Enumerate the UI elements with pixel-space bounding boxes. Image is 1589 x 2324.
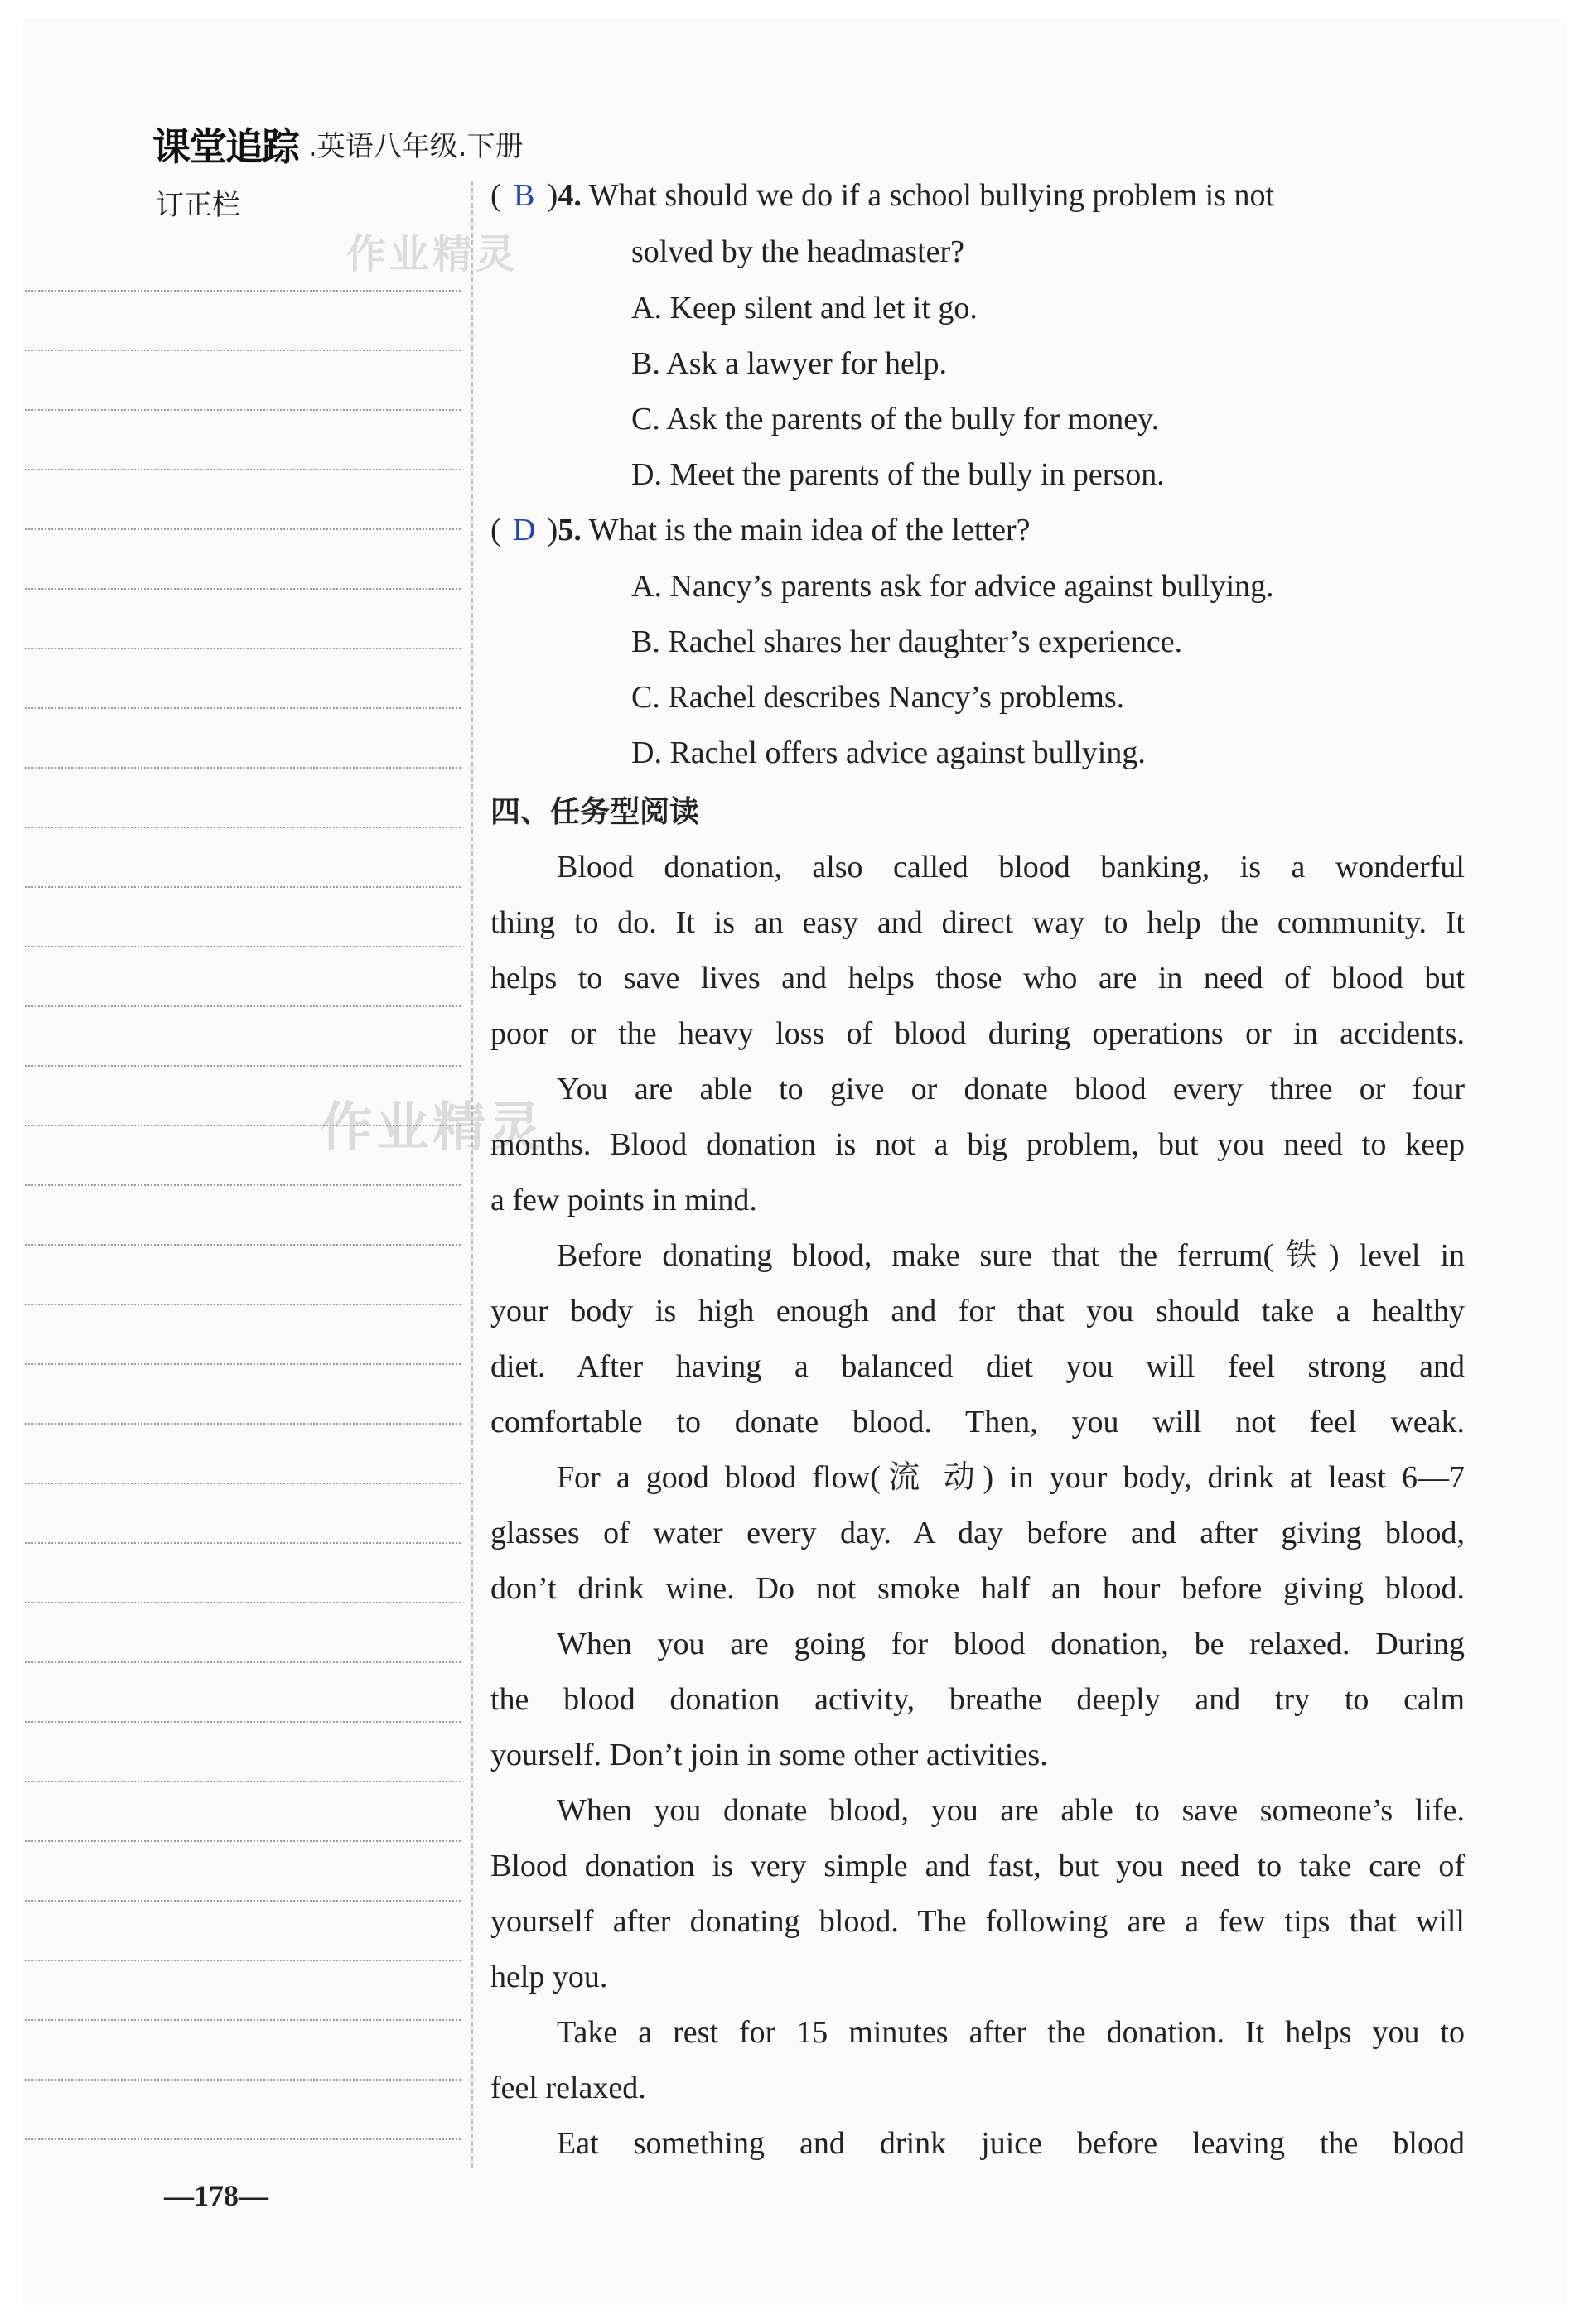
correction-line [25,1423,461,1425]
option-d: D. Rachel offers advice against bullying. [631,735,1146,770]
watermark: 作业精灵 [346,231,519,277]
correction-line [25,827,461,828]
correction-line [25,1363,461,1365]
passage-line: the blood donation activity, breathe deeply and try to calm [490,1682,1465,1717]
correction-line [25,946,461,947]
passage-line: thing to do. It is an easy and direct way to help the community. It [490,905,1465,940]
passage-line: your body is high enough and for that you should take a healthy [490,1294,1465,1328]
passage-line: diet. After having a balanced diet you will feel strong and [490,1349,1465,1384]
answer-blank[interactable]: D [512,513,536,547]
correction-line [25,2019,461,2021]
watermark: 作业精灵 [320,1097,545,1159]
correction-line [25,1304,461,1305]
question-stem-continued: solved by the headmaster? [631,234,965,269]
passage-line: You are able to give or donate blood every three or four [557,1072,1465,1107]
page-number: —178— [164,2179,268,2212]
passage-line: glasses of water every day. A day before and after giving blood, [490,1516,1465,1550]
correction-line [25,767,461,769]
passage-line: yourself after donating blood. The following are a few tips that will [490,1904,1465,1939]
correction-line [25,1960,461,1961]
correction-column-label: 订正栏 [156,189,240,222]
correction-line [25,1244,461,1246]
correction-line [25,350,461,351]
passage-line: poor or the heavy loss of blood during operations or in accidents. [490,1016,1465,1051]
correction-line [25,409,461,411]
passage-line: comfortable to donate blood. Then, you will not feel weak. [490,1405,1465,1439]
question-stem: What should we do if a school bullying problem is not [588,178,1275,213]
correction-line [25,1483,461,1484]
question-5: ( D )5. What is the main idea of the letter? [490,512,1030,550]
correction-line [25,1900,461,1902]
correction-line [25,1602,461,1603]
correction-line [25,2079,461,2081]
question-4: ( B )4. What should we do if a school bullying problem is not [490,177,1274,215]
passage-line: feel relaxed. [490,2071,646,2105]
column-divider [471,181,473,2168]
page-header [152,108,524,169]
option-d: D. Meet the parents of the bully in person. [631,457,1165,492]
option-a: A. Nancy’s parents ask for advice against bullying. [631,569,1274,604]
correction-line [25,707,461,709]
passage-line: Eat something and drink juice before leaving the blood [557,2126,1465,2161]
correction-line [25,469,461,470]
passage-line: For a good blood flow(流 动) in your body, drink at least 6—7 [557,1460,1465,1495]
section-title: 四、任务型阅读 [490,795,700,829]
brand-logo: 课堂追踪 [152,124,298,169]
correction-line [25,1065,461,1067]
passage-line: help you. [490,1960,608,1994]
correction-line [25,1184,461,1186]
question-number: 4. [558,178,582,213]
correction-line [25,648,461,649]
passage-line: When you are going for blood donation, be relaxed. During [557,1627,1465,1661]
option-c: C. Ask the parents of the bully for money. [631,402,1160,436]
passage-line: When you donate blood, you are able to save someone’s life. [557,1793,1465,1828]
correction-line [25,1781,461,1782]
passage-line: helps to save lives and helps those who are in need of blood but [490,961,1465,996]
correction-line [25,1005,461,1007]
passage-line: Blood donation is very simple and fast, but you need to take care of [490,1849,1465,1883]
option-c: C. Rachel describes Nancy’s problems. [631,680,1125,715]
passage-line: months. Blood donation is not a big problem, but you need to keep [490,1127,1465,1162]
passage-line: Take a rest for 15 minutes after the donation. It helps you to [557,2015,1465,2050]
passage-line: a few points in mind. [490,1183,757,1217]
option-b: B. Ask a lawyer for help. [631,346,947,381]
correction-line [25,1661,461,1663]
passage-line: don’t drink wine. Do not smoke half an hour before giving blood. [490,1571,1465,1606]
option-b: B. Rachel shares her daughter’s experience. [631,624,1183,659]
correction-line [25,2138,461,2140]
passage-line: Blood donation, also called blood banking, is a wonderful [557,850,1465,885]
correction-line [25,528,461,530]
correction-line [25,1542,461,1544]
correction-line [25,1840,461,1842]
correction-line [25,1721,461,1723]
question-stem: What is the main idea of the letter? [588,513,1031,547]
passage-line: Before donating blood, make sure that the ferrum(铁) level in [557,1238,1465,1273]
question-number: 5. [558,513,582,547]
option-a: A. Keep silent and let it go. [631,291,978,325]
passage-line: yourself. Don’t join in some other activities. [490,1738,1048,1772]
book-subtitle: .英语八年级.下册 [308,130,524,163]
correction-line [25,588,461,590]
answer-blank[interactable]: B [513,178,535,213]
correction-line [25,290,461,292]
correction-line [25,886,461,888]
